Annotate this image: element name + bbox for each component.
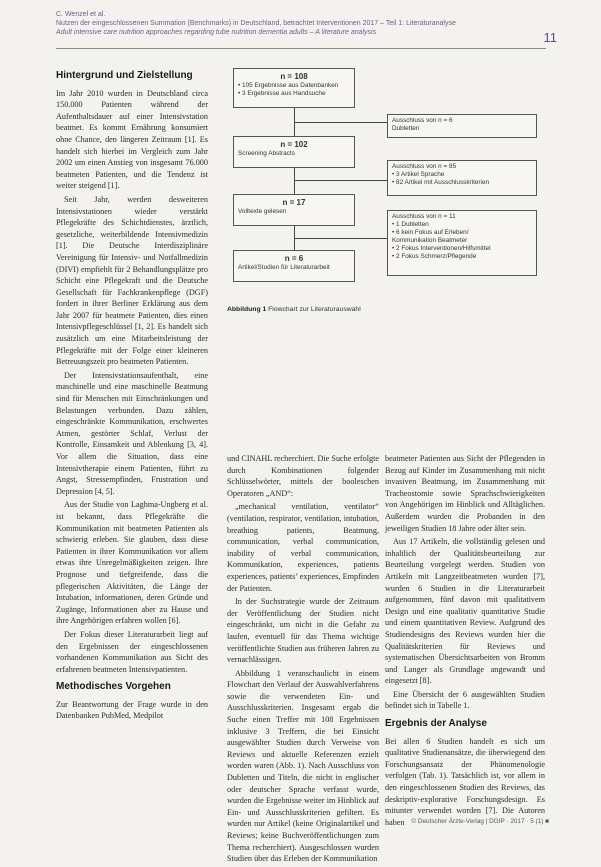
flow-count: n = 17: [282, 198, 306, 207]
flow-box-identified: [233, 68, 355, 108]
section-heading-background: Hintergrund und Zielstellung: [56, 70, 193, 81]
flow-line: • 3 Artikel Sprache: [392, 171, 445, 178]
flow-line: • 105 Ergebnisse aus Datenbanken: [238, 82, 339, 89]
paragraph: beatmeter Patienten aus Sicht der Pflegenden in Bezug auf Kinder im Zusammenhang mit nicht invasiven Beatmung, im Zusammenhang mit Tracheostomie sowie Sprachschwierigkeiten von Angehörigen im Hinblick und Alltäglichen. Außerdem wurden die Probanden in den jeweiligen Studien 18 Jahre oder älter sein.: [385, 454, 545, 533]
flow-line: Ausschluss von n = 6: [392, 117, 453, 124]
paragraph: Zur Beantwortung der Frage wurde in den Datenbanken PubMed, Medpilot: [56, 699, 208, 721]
flow-line: • 2 Fokus Schmerz/Pflegende: [392, 253, 477, 260]
figure-caption: [227, 306, 545, 313]
flow-line: • 1 Dubletten: [392, 221, 429, 228]
header-title-en: Adult intensive care nutrition approaches regarding tube nutrition dementia adults – A literature analysis: [56, 29, 377, 36]
flow-box-exclude-fulltext: [387, 210, 537, 276]
page-number: 11: [543, 30, 557, 45]
paragraph: Aus 17 Artikeln, die vollständig gelesen und inhaltlich der Qualitätsbeurteilung zur Beurteilung vorgelegt werden. Studien von Artikeln mit Langzeitbeatmeten wurden [7], wurden 6 Studien in die Literaturarbeit aufgenommen, fünf davon mit qualitativem Design und eine qualitativ quantitative Studie und einem quantitativen Review. Aufgrund des Studiendesigns des Reviews wurden hier die Qualitätskriterien für Reviews und systematischen Übersichtsarbeiten von Bromm und Langer als Grundlage angewandt und eingesetzt [8].: [385, 537, 545, 686]
column-right: [385, 453, 545, 830]
flow-box-exclude-dupes: [387, 114, 537, 138]
figure-caption-text: Flowchart zur Literaturauswahl: [266, 306, 361, 313]
flow-box-screening: [233, 136, 355, 168]
flow-line: Ausschluss von n = 85: [392, 163, 457, 170]
paragraph: Der Fokus dieser Literaturarbeit liegt auf den Ergebnissen der eingeschlossenen vorhandenen Kommunikation aus Sicht des erfahrenen beatmeten Intensivpatienten.: [56, 629, 208, 674]
flow-line: Volltexte gelesen: [238, 208, 287, 215]
flow-line: Ausschluss von n = 11: [392, 213, 456, 220]
column-left: [56, 64, 208, 724]
flow-branch: [294, 180, 387, 181]
flow-count: n = 6: [284, 254, 304, 263]
flow-line: Artikel/Studien für Literaturarbeit: [238, 264, 330, 271]
paragraph: und CINAHL recherchiert. Die Suche erfolgte durch Kombinationen folgender Schlüsselwörter, mittels der booleschen Operatoren „AND“:: [227, 454, 379, 498]
figure-label: Abbildung 1: [227, 306, 267, 313]
paragraph: In der Suchstrategie wurde der Zeitraum der Veröffentlichung der Studien nicht eingeschränkt, um nicht in die Gefahr zu laufen, eventuell für das Thema wichtige veröffentlichte Studien aus früheren Jahren zu vernachlässigen.: [227, 597, 379, 665]
page-footer: © Deutscher Ärzte-Verlag | DGIP · 2017 · 5 (1) ■: [411, 818, 549, 825]
flow-box-included: [233, 250, 355, 282]
flow-arrow: [294, 168, 295, 194]
paragraph: Abbildung 1 veranschaulicht in einem Flowchart den Verlauf der Auswahlverfahrens sowie die verwendeten Ein- und Ausschlusskriterien. Insgesamt ergab die Suche einen Treffer mit 108 Ergebnissen inklusive 3 Treffern, die bei Einsicht ausgewählter Studien durch Verweise von Reviews und aktuelle Referenzen erzielt worden waren (Abb. 1). Nach Ausschluss von Dubletten und Titeln, die nicht in englischer oder deutscher Sprache verfasst wurde, wurden die Ergebnisse weiter im Hinblick auf Ein- und Ausschlusskriterien gefiltert. Es wurden nur Artikel (keine Originalartikel und Reviews; keine Buchveröffentlichungen zum Thema recherchiert). Ausgeschlossen wurden Studien über das Erleben der Kommunikation: [227, 668, 379, 864]
section-heading-results: Ergebnis der Analyse: [385, 718, 487, 730]
paragraph: Aus der Studie von Laghma-Ungberg et al. ist bekannt, dass Pflegekräfte die Kommunikation mit beatmeten Patienten als schwierig erleben. Sie glauben, dass diese Patienten in ihrer Kommunikation vor allem etwas ihre Unregelmäßigkeiten zeigen. Ihre Prognose und tiefgreifende, dass die pflegerischen Aktivitäten, die Länge der Intubation, informationen, deren Gründe und Zugänge, Informationen aber zu Hause und ihre Angehörigen erfahren wollen [6].: [56, 500, 208, 626]
flow-box-fulltext: [233, 194, 355, 226]
paragraph: Im Jahr 2010 wurden in Deutschland circa 150.000 Patienten während der Aufenthaltsdauer auf einer Intensivstation beatmet. Es kommt Ernährung konsumiert ohne Chance, den längeren Zeitraum [1]. Es handelt sich hierbei im Vergleich zum Jahr 2002 um einen Anstieg von insgesamt 76.000 beatmeten Patienten, und die Tendenz ist weiter steigend [1].: [56, 88, 208, 191]
header-authors: C. Wenzel et al.: [56, 11, 106, 18]
flow-line: • 3 Ergebnisse aus Handsuche: [238, 90, 326, 97]
flow-line: • 6 kein Fokus auf Erleben/: [392, 229, 469, 236]
flowchart: [227, 64, 545, 314]
flow-line: Dubletten: [392, 125, 420, 132]
paragraph: „mechanical ventilation, ventilator“ (ventilation, respirator, ventilation, intubation, breathing patients, Beatmung, communication, verbal communication, inability of verbal communication, Kommunikation, experiences, patients experiences, patients’ experiences, Empfinden der Patienten.: [227, 502, 379, 593]
flow-line: Screening Abstracts: [238, 150, 295, 157]
flow-count: n = 108: [280, 72, 308, 81]
flow-box-exclude-abstracts: [387, 160, 537, 196]
flow-branch: [294, 238, 387, 239]
paragraph: Seit Jahr, werden desweiteren Intensivstationen wieder verstärkt Pflegekräfte des Schichtdienstes, ärztlich, gesetzliche, weiterbildende Intensivmedizin [1]. Die Deutsche Interdisziplinäre Vereinigung für Intensiv- und Notfallmedizin (DIVI) empfiehlt für 2 Behandlungsplätze pro Schicht eine Pflegekraft und die Deutsche Gesellschaft für Fachkrankenpflege (DGF) fordert in ihrer Berliner Erklärung aus dem Jahr 2007 für beatmete Patienten, dies einen Intensivpflegeschlüssel [1, 2]. Es handelt sich zusätzlich um eine Mitarbeitsleistung der Pflegekräfte mit der Folge einer kleineren Betreuungszeit pro beatmeten Patienten.: [56, 194, 208, 367]
flow-count: n = 102: [280, 140, 308, 149]
flow-line: Kommunikation Beatmeter: [392, 237, 468, 244]
flow-line: • 2 Fokus Interventionen/Hilfsmittel: [392, 245, 491, 252]
flow-branch: [294, 122, 387, 123]
flow-line: • 82 Artikel mit Ausschlusskriterien: [392, 179, 490, 186]
header-title-de: Nutzen der eingeschlossenen Summation (Benchmarks) in Deutschland, betrachtet Interventionen 2017 – Teil 1: Literaturanalyse: [56, 20, 456, 27]
running-header: [56, 10, 546, 37]
paragraph: Der Intensivstationsaufenthalt, eine maschinelle und eine maschinelle Beatmung sind für Menschen mit Einschränkungen und Belastungen verbunden. Dazu zählen, eingeschränkte Kommunikation, erschwertes Atmen, gestörter Schlaf, Verlust der Kontrolle, Einsamkeit und Ablenkung [3, 4]. Vor allem die Situation, dass eine Intensivtherapie einem Patienten, führt zu Angst, Stressempfinden, Frustration und Depression [4, 5].: [56, 370, 208, 496]
column-middle: [227, 453, 379, 867]
paragraph: Bei allen 6 Studien handelt es sich um qualitative Studienansätze, die überwiegend den Forschungsansatz der Phänomenologie verfolgen (Tab. 1). Tatsächlich ist, vor allem in den eingeschlossenen Studien des Reviews, das deskriptiv-explorative Forschungsdesign. Es mitunter verwendet worden [7]. Die Autoren haben: [385, 736, 545, 827]
header-divider: [56, 48, 546, 49]
paragraph: Eine Übersicht der 6 ausgewählten Studien befindet sich in Tabelle 1.: [385, 689, 545, 711]
section-heading-methods: Methodisches Vorgehen: [56, 681, 171, 693]
